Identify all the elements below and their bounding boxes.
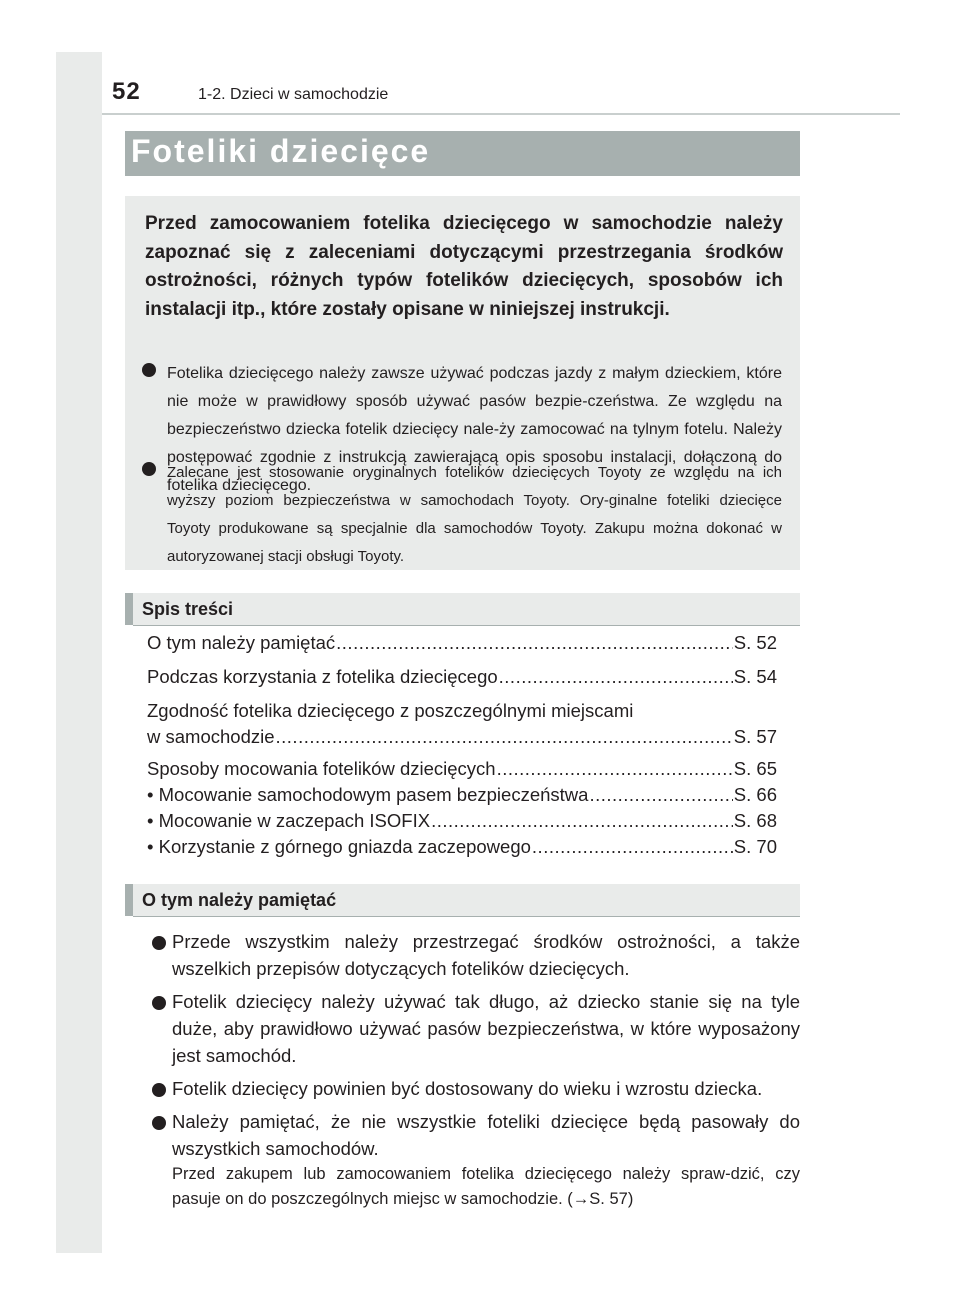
heading-bar bbox=[125, 593, 133, 625]
list-item bbox=[152, 1108, 800, 1212]
toc-entry[interactable] bbox=[147, 758, 777, 784]
bullet-dot-icon bbox=[152, 1116, 166, 1130]
toc-leader bbox=[589, 784, 732, 806]
heading-rule bbox=[133, 625, 800, 626]
list-item bbox=[152, 928, 800, 982]
intro-lead: Przed zamocowaniem fotelika dziecięcego w samochodzie należy zapoznać się z zaleceniami dotyczącymi przestrzegania środków ostrożności, różnych typów fotelików dziecięcych, sposobów ich instalacji itp., które zostały opisane w niniejszej instrukcji. bbox=[145, 213, 783, 320]
list-item-text: Fotelik dziecięcy powinien być dostosowany do wieku i wzrostu dziecka. bbox=[172, 1078, 763, 1099]
heading-bar bbox=[125, 884, 133, 916]
remember-heading bbox=[125, 884, 800, 916]
toc-entry-page: S. 66 bbox=[733, 784, 777, 805]
toc-entry-label: O tym należy pamiętać bbox=[147, 632, 336, 653]
heading-rule bbox=[133, 916, 800, 917]
toc-entry-label: Sposoby mocowania fotelików dziecięcych bbox=[147, 758, 496, 779]
toc-entry-page: S. 54 bbox=[733, 666, 777, 687]
page-number: 52 bbox=[112, 78, 141, 105]
toc-entry-label: • Mocowanie w zaczepach ISOFIX bbox=[147, 810, 431, 831]
page-title: Foteliki dziecięce bbox=[131, 133, 431, 169]
toc-heading-text: Spis treści bbox=[142, 599, 234, 619]
toc-entry-label: • Korzystanie z górnego gniazda zaczepowego bbox=[147, 836, 531, 857]
toc-entry-label: Zgodność fotelika dziecięcego z poszczególnymi miejscami bbox=[147, 700, 634, 721]
list-item-text: Fotelik dziecięcy należy używać tak długo, aż dziecko stanie się na tyle duże, aby prawidłowo używać pasów bezpieczeństwa, w które wyposażony jest samochód. bbox=[172, 991, 800, 1066]
table-of-contents bbox=[147, 632, 777, 862]
bullet-dot-icon bbox=[152, 1083, 166, 1097]
title-band bbox=[125, 131, 800, 176]
toc-entry-page: S. 65 bbox=[733, 758, 777, 779]
bullet-dot-icon bbox=[142, 462, 156, 476]
toc-entry-page: S. 57 bbox=[733, 726, 777, 747]
toc-entry[interactable] bbox=[147, 700, 777, 752]
remember-heading-text: O tym należy pamiętać bbox=[142, 890, 337, 910]
toc-entry-line bbox=[147, 726, 777, 752]
list-item bbox=[152, 988, 800, 1069]
intro-bullet-text: Zalecane jest stosowanie oryginalnych fotelików dziecięcych Toyoty ze względu na ich wyższy poziom bezpieczeństwa w samochodach Toyoty. Ory-ginalne foteliki dziecięce Toyoty produkowane są specjalnie dla samochodów Toyoty. Zakupu można dokonać w autoryzowanej stacji obsługi Toyoty. bbox=[167, 464, 782, 565]
toc-entry-label: Podczas korzystania z fotelika dziecięcego bbox=[147, 666, 498, 687]
list-item bbox=[152, 1075, 800, 1102]
toc-leader bbox=[276, 726, 733, 748]
toc-entry-page: S. 70 bbox=[733, 836, 777, 857]
header-rule bbox=[102, 113, 900, 115]
toc-entry[interactable] bbox=[147, 632, 777, 658]
toc-leader bbox=[497, 758, 733, 780]
intro-bullet bbox=[142, 459, 782, 571]
list-item-text: Należy pamiętać, że nie wszystkie foteliki dziecięce będą pasowały do wszystkich samochodów. bbox=[172, 1111, 800, 1159]
toc-heading bbox=[125, 593, 800, 625]
running-head: 1-2. Dzieci w samochodzie bbox=[198, 86, 389, 103]
toc-leader bbox=[336, 632, 733, 654]
toc-entry[interactable] bbox=[147, 836, 777, 862]
remember-list bbox=[152, 928, 800, 1218]
page-gutter bbox=[56, 52, 102, 1253]
toc-leader bbox=[532, 836, 733, 858]
toc-entry[interactable] bbox=[147, 784, 777, 810]
bullet-dot-icon bbox=[152, 936, 166, 950]
bullet-dot-icon bbox=[152, 996, 166, 1010]
toc-entry[interactable] bbox=[147, 666, 777, 692]
bullet-dot-icon bbox=[142, 363, 156, 377]
toc-leader bbox=[431, 810, 733, 832]
list-item-note: Przed zakupem lub zamocowaniem fotelika dziecięcego należy spraw-dzić, czy pasuje on do poszczególnych miejsc w samochodzie. (→S. 57) bbox=[172, 1165, 800, 1208]
intro-bullet-text: Fotelika dziecięcego należy zawsze używać podczas jazdy z małym dzieckiem, które nie może w prawidłowy sposób używać pasów bezpie-czeństwa. Ze względu na bezpieczeństwo dziecka fotelik dziecięcy nale-ży zamocować na tylnym fotelu. Należy postępować zgodnie z instrukcją zawierającą opis sposobu instalacji, dołączoną do fotelika dziecięcego. bbox=[167, 365, 782, 494]
toc-leader bbox=[499, 666, 733, 688]
toc-entry-page: S. 68 bbox=[733, 810, 777, 831]
intro-box bbox=[125, 196, 800, 570]
toc-entry[interactable] bbox=[147, 810, 777, 836]
toc-entry-page: S. 52 bbox=[733, 632, 777, 653]
toc-entry-label: • Mocowanie samochodowym pasem bezpieczeństwa bbox=[147, 784, 589, 805]
toc-entry-line bbox=[147, 700, 777, 726]
toc-entry-label: w samochodzie bbox=[147, 726, 275, 747]
list-item-text: Przede wszystkim należy przestrzegać środków ostrożności, a także wszelkich przepisów dotyczących fotelików dziecięcych. bbox=[172, 931, 800, 979]
